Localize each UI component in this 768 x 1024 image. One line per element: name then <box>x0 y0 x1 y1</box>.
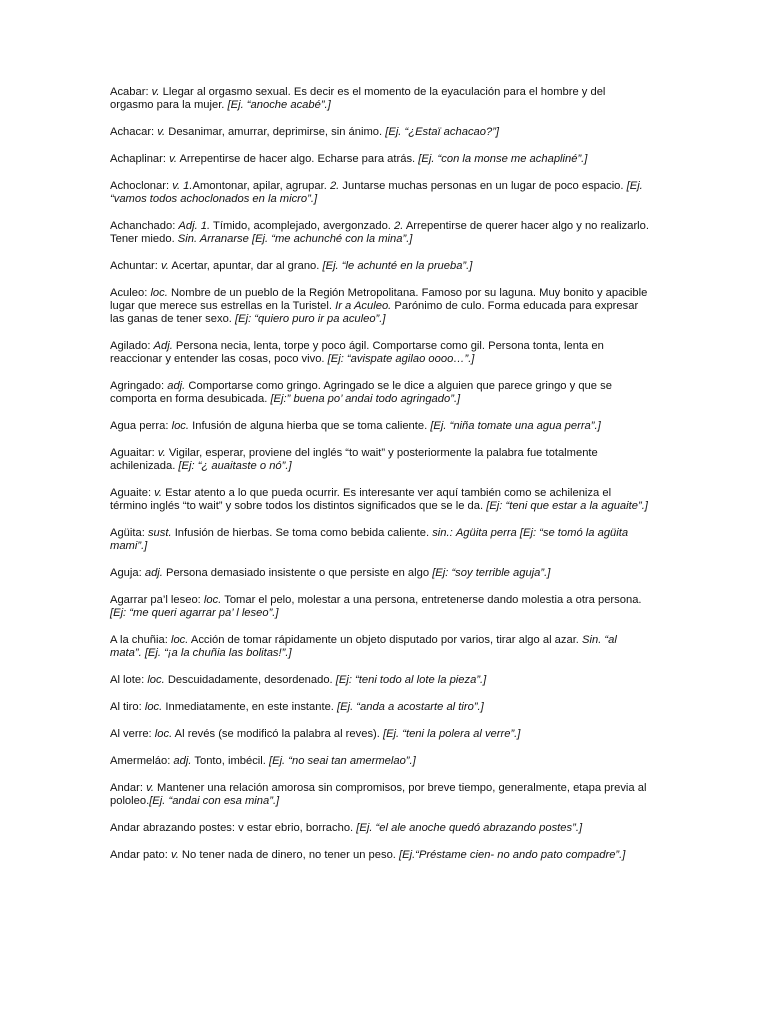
entry-example: [Ej. “anoche acabé”.] <box>227 99 331 111</box>
entry-definition: Acertar, apuntar, dar al grano. <box>168 260 323 272</box>
entry-definition: Al revés (se modificó la palabra al reves). <box>172 728 383 740</box>
entry-headword: Aculeo: <box>110 287 151 299</box>
entry-headword: Aguaite: <box>110 487 155 499</box>
entry-headword: Al lote: <box>110 674 148 686</box>
entry-headword: Achoclonar: <box>110 180 173 192</box>
entry-part-of-speech: v. <box>151 86 160 98</box>
entry-definition: Persona demasiado insistente o que persiste en algo <box>162 567 433 579</box>
entry-secondary-definition: Parónimo de culo. Forma educada para expresar las ganas de tener sexo. <box>110 300 639 325</box>
entry-example: Sin. “al mata”. [Ej. “¡a la chuñia las bolitas!”.] <box>110 634 617 659</box>
entry-example: [Ej:” buena po’ andai todo agringado”.] <box>270 393 461 405</box>
entry-part-of-speech: sust. <box>147 527 172 539</box>
entry-example: [Ej: “avispate agilao oooo…”.] <box>327 353 475 365</box>
entry-definition: v estar ebrio, borracho. <box>238 822 357 834</box>
dictionary-entry <box>110 180 650 206</box>
entry-headword: Achuntar: <box>110 260 161 272</box>
entry-headword: Aguaitar: <box>110 447 158 459</box>
dictionary-entry <box>110 567 650 580</box>
entry-example: [Ej. “¿Estaï achacao?”] <box>385 126 500 138</box>
entry-definition: Nombre de un pueblo de la Región Metropolitana. Famoso por su laguna. Muy bonito y apacible lugar que merece sus estrellas en la Turistel. <box>110 287 648 312</box>
entry-part-of-speech: adj. <box>167 380 186 392</box>
entry-example: [Ej.“Préstame cien- no ando pato compadre”.] <box>399 849 626 861</box>
entry-part-of-speech: loc. <box>147 674 165 686</box>
entry-part-of-speech: v. <box>169 153 177 165</box>
entry-definition: Tímido, acomplejado, avergonzado. <box>210 220 395 232</box>
dictionary-entry <box>110 340 650 366</box>
entry-definition: Acción de tomar rápidamente un objeto disputado por varios, tirar algo al azar. <box>188 634 583 646</box>
entry-part-of-speech: v. <box>154 487 163 499</box>
entry-part-of-speech: v. <box>161 260 169 272</box>
entry-definition: Amontonar, apilar, agrupar. <box>192 180 330 192</box>
dictionary-entry <box>110 420 650 433</box>
entry-example: [Ej: “quiero puro ir pa aculeo”.] <box>235 313 386 325</box>
entry-headword: Agringado: <box>110 380 168 392</box>
entry-part-of-speech: Adj. 1. <box>178 220 211 232</box>
entry-headword: Andar pato: <box>110 849 171 861</box>
entry-part-of-speech: v. <box>146 782 154 794</box>
entry-example: Agüita perra [Ej: “se tomó la agüita mami”.] <box>110 527 629 552</box>
dictionary-entry <box>110 126 650 139</box>
entry-secondary-marker: sin.: <box>432 527 453 539</box>
entry-definition: Estar atento a lo que pueda ocurrir. Es interesante ver aquí también como se achileniza el término inglés “to wait” y sobre todos los distintos significados que se le da. <box>110 487 612 512</box>
entry-part-of-speech: v. 1. <box>172 180 193 192</box>
entry-part-of-speech: v. <box>157 447 166 459</box>
entry-part-of-speech: adj. <box>144 567 163 579</box>
entry-example: [Ej. “andai con esa mina”.] <box>149 795 280 807</box>
entry-definition: Mantener una relación amorosa sin compromisos, por breve tiempo, generalmente, etapa previa al pololeo. <box>110 782 647 807</box>
entry-headword: A la chuñia: <box>110 634 171 646</box>
dictionary-entry <box>110 634 650 660</box>
entry-headword: Agarrar pa’l leseo: <box>110 594 204 606</box>
dictionary-entry <box>110 527 650 553</box>
entry-definition: Arrepentirse de hacer algo. Echarse para atrás. <box>176 153 419 165</box>
dictionary-entry <box>110 782 650 808</box>
dictionary-entry <box>110 287 650 326</box>
entry-example: Sin. Arranarse [Ej. “me achunché con la mina”.] <box>177 233 413 245</box>
entry-secondary-definition: Juntarse muchas personas en un lugar de poco espacio. <box>339 180 627 192</box>
entry-headword: Achanchado: <box>110 220 179 232</box>
entry-example: [Ej: “teni que estar a la aguaite”.] <box>486 500 648 512</box>
entry-headword: Andar: <box>110 782 147 794</box>
entry-part-of-speech: Adj. <box>153 340 173 352</box>
dictionary-entry <box>110 153 650 166</box>
entry-example: [Ej. “con la monse me achapliné”.] <box>418 153 588 165</box>
entry-secondary-marker: Ir a Aculeo. <box>335 300 392 312</box>
entry-example: [Ej. “el ale anoche quedó abrazando postes”.] <box>356 822 583 834</box>
entry-part-of-speech: v. <box>170 849 179 861</box>
dictionary-entry <box>110 849 650 862</box>
entry-part-of-speech: loc. <box>171 420 189 432</box>
entry-definition: Infusión de hierbas. Se toma como bebida caliente. <box>171 527 433 539</box>
entry-example: [Ej. “anda a acostarte al tiro”.] <box>337 701 484 713</box>
entry-part-of-speech: loc. <box>203 594 222 606</box>
entry-secondary-marker: 2. <box>394 220 404 232</box>
entry-headword: Al tiro: <box>110 701 145 713</box>
dictionary-entry <box>110 380 650 406</box>
entry-part-of-speech: v. <box>157 126 166 138</box>
entry-headword: Andar abrazando postes: <box>110 822 239 834</box>
dictionary-entry <box>110 728 650 741</box>
entry-definition: No tener nada de dinero, no tener un peso. <box>178 849 400 861</box>
entry-example: [Ej. “teni la polera al verre”.] <box>382 728 521 740</box>
dictionary-entry <box>110 755 650 768</box>
entry-definition: Infusión de alguna hierba que se toma caliente. <box>189 420 431 432</box>
entry-definition: Llegar al orgasmo sexual. Es decir es el momento de la eyaculación para el hombre y del orgasmo para la mujer. <box>110 86 606 111</box>
dictionary-entry <box>110 822 650 835</box>
dictionary-entry <box>110 447 650 473</box>
entry-headword: Acabar: <box>110 86 152 98</box>
entry-headword: Amermeláo: <box>110 755 174 767</box>
entry-definition: Persona necia, lenta, torpe y poco ágil. Comportarse como gil. Persona tonta, lenta en reaccionar y entender las cosas, poco vivo. <box>110 340 604 365</box>
entry-part-of-speech: loc. <box>154 728 173 740</box>
entry-example: [Ej: “¿ auaitaste o nó”.] <box>178 460 292 472</box>
dictionary-entry <box>110 487 650 513</box>
entry-definition: Tonto, imbécil. <box>191 755 269 767</box>
entry-headword: Achaplinar: <box>110 153 170 165</box>
entry-example: [Ej. “le achunté en la prueba”.] <box>322 260 473 272</box>
entry-headword: Al verre: <box>110 728 155 740</box>
dictionary-entry <box>110 674 650 687</box>
entry-part-of-speech: loc. <box>144 701 163 713</box>
dictionary-entry <box>110 220 650 246</box>
entry-definition: Descuidadamente, desordenado. <box>164 674 336 686</box>
dictionary-entry <box>110 701 650 714</box>
entry-definition: Inmediatamente, en este instante. <box>162 701 338 713</box>
entry-headword: Agilado: <box>110 340 154 352</box>
entry-example: [Ej: “me queri agarrar pa’ l leseo”.] <box>110 607 279 619</box>
entry-headword: Agua perra: <box>110 420 172 432</box>
entry-example: [Ej. “niña tomate una agua perra”.] <box>430 420 601 432</box>
entry-headword: Achacar: <box>110 126 158 138</box>
entry-part-of-speech: adj. <box>173 755 192 767</box>
dictionary-entry <box>110 86 650 112</box>
entry-definition: Comportarse como gringo. Agringado se le dice a alguien que parece gringo y que se comporta en forma desubicada. <box>110 380 612 405</box>
entry-headword: Agüita: <box>110 527 148 539</box>
entry-example: [Ej. “no seai tan amermelao”.] <box>269 755 416 767</box>
document-page <box>110 86 650 876</box>
entry-example: [Ej: “teni todo al lote la pieza”.] <box>335 674 487 686</box>
entry-definition: Vigilar, esperar, proviene del inglés “to wait” y posteriormente la palabra fue totalmente achilenizada. <box>110 447 598 472</box>
entry-headword: Aguja: <box>110 567 145 579</box>
entry-definition: Desanimar, amurrar, deprimirse, sin ánimo. <box>165 126 386 138</box>
entry-definition: Tomar el pelo, molestar a una persona, entretenerse dando molestia a otra persona. <box>221 594 642 606</box>
entry-example: [Ej: “soy terrible aguja”.] <box>432 567 551 579</box>
entry-secondary-marker: 2. <box>329 180 340 192</box>
dictionary-entry <box>110 260 650 273</box>
entry-part-of-speech: loc. <box>150 287 168 299</box>
dictionary-entry <box>110 594 650 620</box>
entry-example: [Ej. “vamos todos achoclonados en la micro”.] <box>110 180 643 205</box>
entry-secondary-definition: Arrepentirse de querer hacer algo y no realizarlo. Tener miedo. <box>110 220 649 245</box>
entry-part-of-speech: loc. <box>170 634 189 646</box>
